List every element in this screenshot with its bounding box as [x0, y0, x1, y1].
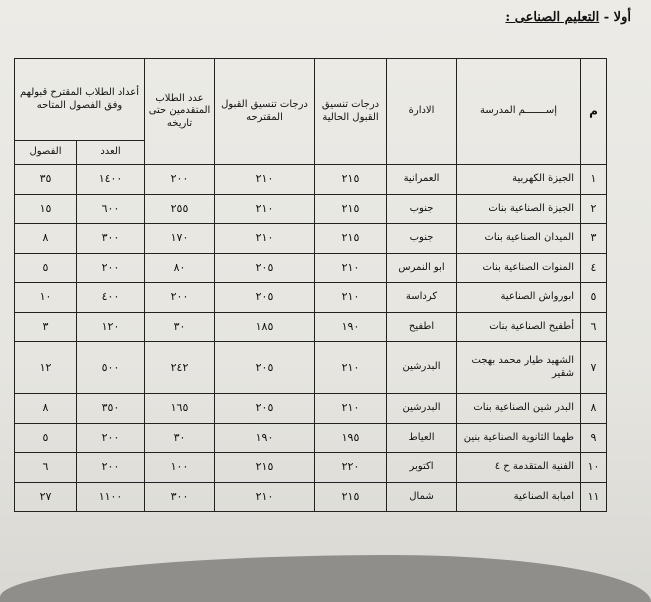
row-index: ١٠: [581, 453, 607, 483]
header-index: م: [581, 59, 607, 165]
table-row: [15, 253, 607, 283]
current-score: ١٩٥: [315, 423, 387, 453]
proposed-score: ٢٠٥: [215, 283, 315, 313]
accepted-count: ٢٠٠: [77, 453, 145, 483]
table-row: [15, 224, 607, 254]
accepted-count: ٤٠٠: [77, 283, 145, 313]
admin-name: جنوب: [387, 194, 457, 224]
school-name: الميدان الصناعية بنات: [457, 224, 581, 254]
classes-count: ٥: [15, 253, 77, 283]
admin-name: البدرشين: [387, 394, 457, 424]
admin-name: العياط: [387, 423, 457, 453]
applicants-count: ٣٠: [145, 423, 215, 453]
classes-count: ٨: [15, 224, 77, 254]
admin-name: العمرانية: [387, 165, 457, 195]
row-index: ١: [581, 165, 607, 195]
applicants-count: ١٦٥: [145, 394, 215, 424]
applicants-count: ١٠٠: [145, 453, 215, 483]
header-proposed-scores: درجات تنسيق القبول المقترحه: [215, 59, 315, 165]
applicants-count: ٢٥٥: [145, 194, 215, 224]
page-curl-shadow: [0, 555, 651, 602]
school-name: ابورواش الصناعية: [457, 283, 581, 313]
accepted-count: ١١٠٠: [77, 482, 145, 512]
section-heading: [505, 10, 631, 25]
admin-name: اكتوبر: [387, 453, 457, 483]
accepted-count: ٢٠٠: [77, 423, 145, 453]
table-row: [15, 312, 607, 342]
applicants-count: ١٧٠: [145, 224, 215, 254]
row-index: ١١: [581, 482, 607, 512]
classes-count: ٦: [15, 453, 77, 483]
current-score: ٢١٥: [315, 482, 387, 512]
proposed-score: ٢١٥: [215, 453, 315, 483]
accepted-count: ٢٠٠: [77, 253, 145, 283]
admin-name: البدرشين: [387, 342, 457, 394]
applicants-count: ٨٠: [145, 253, 215, 283]
classes-count: ٣: [15, 312, 77, 342]
header-school: إســـــــم المدرسة: [457, 59, 581, 165]
proposed-score: ٢١٠: [215, 165, 315, 195]
table-body: [15, 165, 607, 512]
accepted-count: ٥٠٠: [77, 342, 145, 394]
accepted-count: ٦٠٠: [77, 194, 145, 224]
row-index: ٧: [581, 342, 607, 394]
row-index: ٦: [581, 312, 607, 342]
proposed-score: ٢١٠: [215, 194, 315, 224]
school-name: أطفيح الصناعية بنات: [457, 312, 581, 342]
accepted-count: ٣٠٠: [77, 224, 145, 254]
row-index: ٨: [581, 394, 607, 424]
header-proposed-group: أعداد الطلاب المقترح قبولهم وفق الفصول المتاحه: [15, 59, 145, 141]
admission-table: [14, 58, 607, 512]
admin-name: اطفيح: [387, 312, 457, 342]
classes-count: ٨: [15, 394, 77, 424]
accepted-count: ٣٥٠: [77, 394, 145, 424]
table-row: [15, 394, 607, 424]
current-score: ٢١٠: [315, 253, 387, 283]
proposed-score: ٢١٠: [215, 482, 315, 512]
school-name: المنوات الصناعية بنات: [457, 253, 581, 283]
table-row: [15, 165, 607, 195]
row-index: ٣: [581, 224, 607, 254]
row-index: ٢: [581, 194, 607, 224]
school-name: الجيزة الكهربية: [457, 165, 581, 195]
school-name: الشهيد طيار محمد بهجت شقير: [457, 342, 581, 394]
heading-prefix: أولا -: [603, 10, 631, 25]
school-name: طهما الثانوية الصناعية بنين: [457, 423, 581, 453]
admin-name: كرداسة: [387, 283, 457, 313]
header-applicants: عدد الطلاب المتقدمين حتى تاريخه: [145, 59, 215, 165]
header-current-scores: درجات تنسيق القبول الحالية: [315, 59, 387, 165]
classes-count: ٢٧: [15, 482, 77, 512]
table-row: [15, 423, 607, 453]
admin-name: شمال: [387, 482, 457, 512]
table-row: [15, 482, 607, 512]
classes-count: ١٠: [15, 283, 77, 313]
applicants-count: ٣٠٠: [145, 482, 215, 512]
row-index: ٥: [581, 283, 607, 313]
proposed-score: ٢٠٥: [215, 253, 315, 283]
table-row: [15, 342, 607, 394]
classes-count: ٣٥: [15, 165, 77, 195]
admin-name: جنوب: [387, 224, 457, 254]
current-score: ٢١٠: [315, 394, 387, 424]
applicants-count: ٢٤٢: [145, 342, 215, 394]
proposed-score: ٢٠٥: [215, 394, 315, 424]
row-index: ٤: [581, 253, 607, 283]
current-score: ٢٢٠: [315, 453, 387, 483]
applicants-count: ٣٠: [145, 312, 215, 342]
current-score: ٢١٠: [315, 342, 387, 394]
school-name: امبابة الصناعية: [457, 482, 581, 512]
header-classes: الفصول: [15, 141, 77, 165]
current-score: ٢١٥: [315, 224, 387, 254]
classes-count: ١٢: [15, 342, 77, 394]
proposed-score: ٢٠٥: [215, 342, 315, 394]
accepted-count: ١٤٠٠: [77, 165, 145, 195]
school-name: الفنية المتقدمة ح ٤: [457, 453, 581, 483]
table-row: [15, 194, 607, 224]
applicants-count: ٢٠٠: [145, 165, 215, 195]
school-name: الجيزة الصناعية بنات: [457, 194, 581, 224]
row-index: ٩: [581, 423, 607, 453]
current-score: ١٩٠: [315, 312, 387, 342]
accepted-count: ١٢٠: [77, 312, 145, 342]
proposed-score: ١٨٥: [215, 312, 315, 342]
table-row: [15, 453, 607, 483]
classes-count: ٥: [15, 423, 77, 453]
header-count: العدد: [77, 141, 145, 165]
classes-count: ١٥: [15, 194, 77, 224]
header-admin: الادارة: [387, 59, 457, 165]
admin-name: ابو النمرس: [387, 253, 457, 283]
applicants-count: ٢٠٠: [145, 283, 215, 313]
current-score: ٢١٥: [315, 165, 387, 195]
school-name: البدر شين الصناعية بنات: [457, 394, 581, 424]
table-row: [15, 283, 607, 313]
heading-title: التعليم الصناعى :: [505, 10, 600, 25]
proposed-score: ٢١٠: [215, 224, 315, 254]
current-score: ٢١٠: [315, 283, 387, 313]
proposed-score: ١٩٠: [215, 423, 315, 453]
current-score: ٢١٥: [315, 194, 387, 224]
